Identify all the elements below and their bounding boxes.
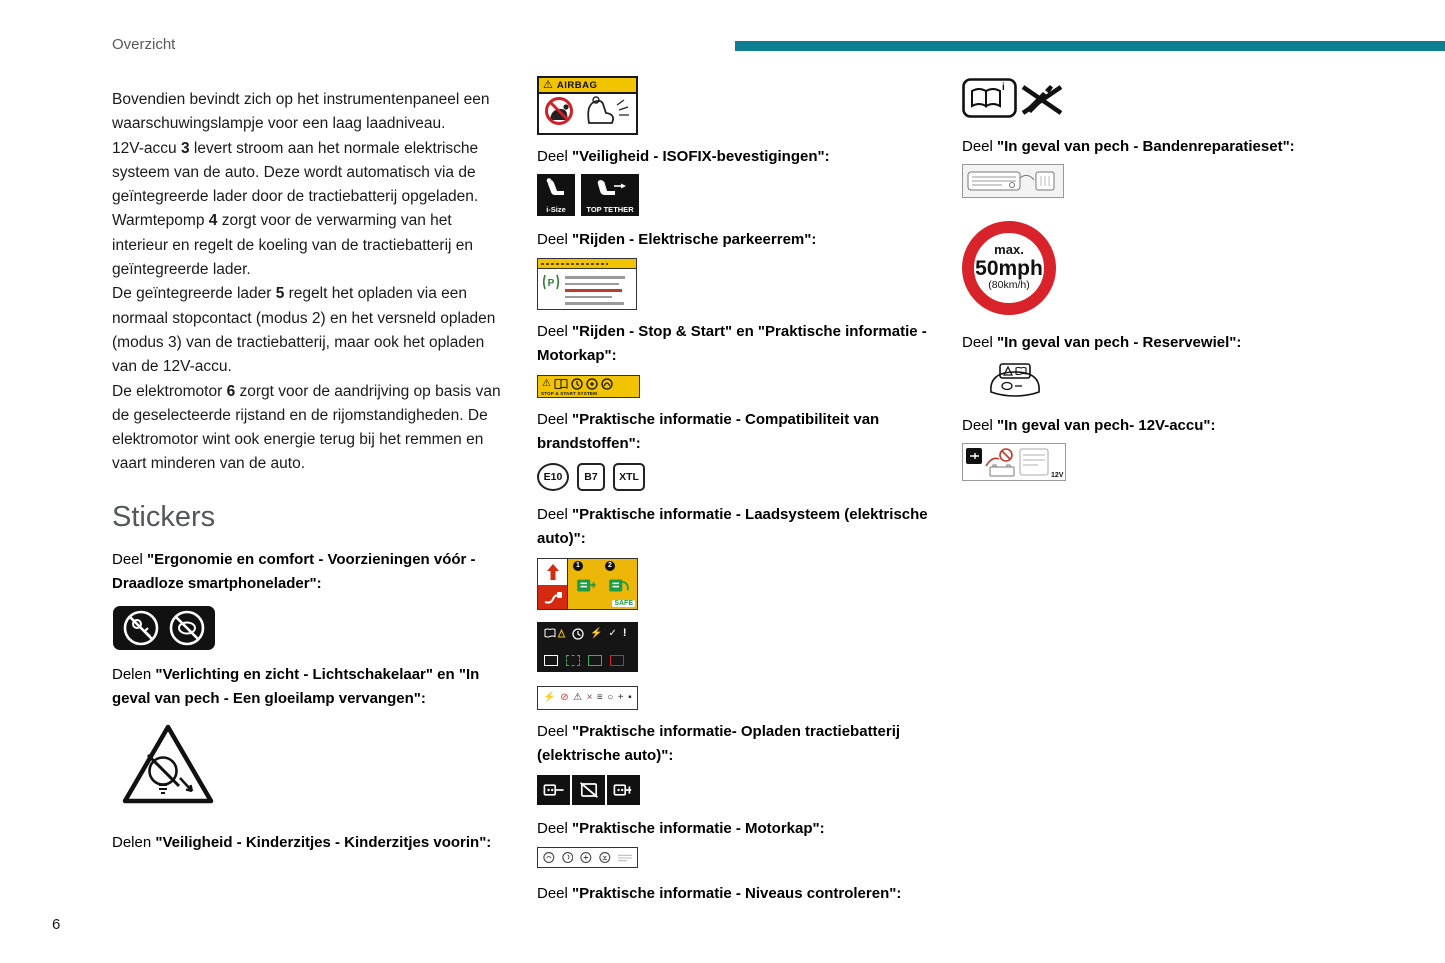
status-square-dashed-green	[566, 655, 580, 666]
child-seat-icon	[543, 178, 569, 198]
arrow-icon	[180, 778, 192, 791]
no-tool-icon	[1023, 85, 1061, 113]
book-warning-icon	[544, 628, 566, 639]
page-number: 6	[52, 916, 61, 933]
i-size-sticker: i-Size	[537, 174, 575, 216]
parking-brake-icon	[542, 273, 560, 291]
header-accent-bar	[735, 41, 1445, 51]
tether-hook-icon	[591, 178, 629, 198]
sticker-header-band	[538, 259, 636, 269]
up-arrow-icon	[538, 559, 567, 585]
plus-icon: +	[617, 691, 624, 703]
label-12v-accu: Deel "In geval van pech- 12V-accu":	[962, 417, 1216, 434]
top-tether-sticker: TOP TETHER	[581, 174, 639, 216]
domestic-socket-icon	[537, 775, 570, 805]
manual-book-icon	[1016, 368, 1026, 375]
right-column	[962, 78, 1330, 486]
oil-icon	[562, 851, 574, 864]
airbag-sticker-header	[539, 78, 636, 94]
reinforced-socket-icon	[607, 775, 640, 805]
speed-limit-sign: max. 50mph (80km/h)	[962, 221, 1056, 315]
left-column	[112, 88, 512, 855]
label-opladen-tractiebatterij: Deel "Praktische informatie- Opladen tractiebatterij (elektrische auto)":	[537, 722, 901, 764]
charging-system-sticker	[537, 558, 638, 610]
charging-pictogram-strip	[537, 686, 638, 710]
wireless-charger-sticker	[112, 605, 216, 651]
micro-text-lines	[565, 273, 632, 305]
status-squares	[544, 655, 631, 666]
label-smartphonelader: Deel "Ergonomie en comfort - Voorzieningen vóór - Draadloze smartphonelader":	[112, 550, 476, 593]
fuel-xtl-icon: XTL	[613, 463, 645, 491]
paragraph-12v-accu: 12V-accu 3 levert stroom aan het normale elektrische systeem van de auto. Deze wordt automatisch via de geïntegreerde lader door de tractiebatterij opgeladen.	[112, 139, 479, 206]
airbag-title: AIRBAG	[556, 79, 598, 91]
intro-text	[112, 88, 512, 477]
under-bonnet-sticker	[537, 847, 638, 868]
label-kinderzitjes: Delen "Veiligheid - Kinderzitjes - Kinderzitjes voorin":	[112, 833, 492, 851]
clock-icon	[571, 378, 583, 390]
lines-icon: ≡	[596, 691, 603, 703]
prohibition-icon: ⊘	[560, 691, 569, 703]
washer-fluid-icon	[599, 851, 611, 864]
svg-text:P: P	[547, 278, 555, 289]
label-brandstoffen: Deel "Praktische informatie - Compatibiliteit van brandstoffen":	[537, 410, 880, 452]
warning-icon: ⚠	[573, 691, 583, 703]
status-square-red	[610, 655, 624, 666]
paragraph-elektromotor: De elektromotor 6 zorgt voor de aandrijving op basis van de geselecteerde rijstand en de rijomstandigheden. De elektromotor wint ook energie terug bij het remmen en vaart minderen van de auto.	[112, 382, 501, 473]
no-adapter-icon	[572, 775, 605, 805]
stop-start-caption: STOP & START SYSTEM	[541, 390, 598, 396]
warning-icon: ⚠	[542, 378, 551, 389]
clock-icon	[572, 628, 584, 640]
svg-text:i: i	[1002, 82, 1005, 93]
paragraph-lader: De geïntegreerde lader 5 regelt het opladen via een normaal stopcontact (modus 2) en het versneld opladen (modus 3) van de tractiebatterij, maar ook het opladen van de 12V-accu.	[112, 285, 496, 376]
middle-column	[537, 76, 929, 907]
child-seat-icon	[588, 101, 613, 123]
lightning-icon: ⚡	[543, 691, 556, 703]
charging-cable-icon	[538, 585, 567, 609]
restart-circle-icon	[601, 378, 613, 390]
warning-icon	[1004, 367, 1012, 375]
label-reservewiel: Deel "In geval van pech - Reservewiel":	[962, 333, 1242, 351]
parking-brake-sticker	[537, 258, 637, 310]
paragraph-warmtepomp: Warmtepomp 4 zorgt voor de verwarming van het interieur en regelt de koeling van de tractiebatterij en geïntegreerde lader.	[112, 212, 474, 279]
no-bulb-replacement-sticker	[118, 720, 512, 815]
label-laadsysteem: Deel "Praktische informatie - Laadsysteem (elektrische auto)":	[537, 505, 928, 547]
battery-12v-sticker	[962, 443, 1330, 486]
isofix-stickers	[537, 174, 929, 216]
circle-icon: ○	[607, 691, 614, 703]
warning-triangle-icon	[125, 727, 211, 801]
label-gloeilamp: Delen "Verlichting en zicht - Lichtschakelaar" en "In geval van pech - Een gloeilamp vervangen":	[112, 665, 480, 708]
stop-start-sticker	[537, 375, 640, 398]
traction-battery-charging-icons	[537, 775, 929, 805]
check-icon: ✓	[608, 627, 617, 639]
label-isofix: Deel "Veiligheid - ISOFIX-bevestigingen":	[537, 148, 830, 165]
gauge-icon	[1002, 383, 1012, 390]
cross-icon: ×	[586, 691, 593, 703]
lightning-icon: ⚡	[590, 627, 603, 639]
label-niveaus: Deel "Praktische informatie - Niveaus controleren":	[537, 885, 902, 902]
fuel-b7-icon: B7	[577, 463, 605, 491]
manual-book-icon	[554, 379, 568, 389]
charging-mode-2: 1	[572, 565, 601, 605]
label-stop-start-motorkap: Deel "Rijden - Stop & Start" en "Praktische informatie - Motorkap":	[537, 322, 927, 364]
wheel-cover-shape	[991, 372, 1039, 396]
manual-book-icon	[972, 82, 1005, 106]
exclamation-icon: !	[622, 627, 627, 639]
charge-station-icon	[575, 576, 599, 594]
safe-badge: SAFE	[614, 599, 633, 607]
label-motorkap: Deel "Praktische informatie - Motorkap":	[537, 819, 825, 837]
fuel-e10-icon: E10	[537, 463, 569, 491]
status-square-green	[588, 655, 602, 666]
page-header: Overzicht	[112, 36, 176, 53]
charge-station-icon	[607, 576, 631, 594]
micro-text-lines	[618, 853, 632, 863]
coolant-icon	[543, 851, 555, 864]
manual-reference-sticker	[962, 78, 1330, 123]
charging-info-sticker	[537, 622, 638, 672]
label-bandenreparatieset: Deel "In geval van pech - Bandenreparatieset":	[962, 138, 1295, 155]
tyre-repair-kit-sticker	[962, 164, 1330, 203]
plus-circle-icon	[586, 378, 598, 390]
charging-mode-3: 2	[604, 565, 633, 605]
airbag-deploy-lines-icon	[617, 100, 629, 115]
spare-wheel-sticker	[986, 359, 1330, 404]
fuel-compatibility-icons	[537, 463, 929, 491]
voltage-label: 12V	[1051, 471, 1064, 479]
square-icon: ▪	[628, 691, 632, 703]
section-heading-stickers: Stickers	[112, 500, 216, 533]
status-square-white	[544, 655, 558, 666]
airbag-warning-sticker	[537, 76, 638, 135]
battery-icon	[580, 851, 592, 864]
warning-icon: ⚠	[543, 78, 553, 91]
paragraph-warning-lamp: Bovendien bevindt zich op het instrumentenpaneel een waarschuwingslampje voor een laag laadniveau.	[112, 91, 490, 133]
label-parkeerrem: Deel "Rijden - Elektrische parkeerrem":	[537, 230, 817, 248]
